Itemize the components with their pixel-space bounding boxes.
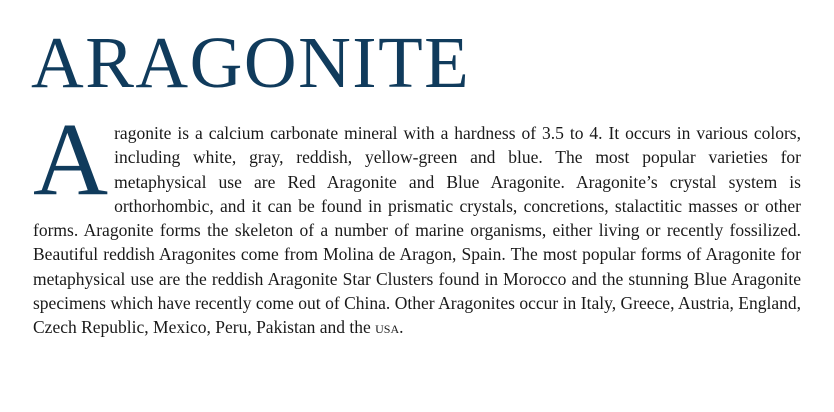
- body-text: ragonite is a calcium carbonate mineral with a hardness of 3.5 to 4. It occurs in various colors, including white, gray, reddish, yellow-green and blue. The most popular varieties for metaphysical use are Red Aragonite and Blue Aragonite. Aragonite’s crystal system is orthorhombic, and it can be found in prismatic crystals, concretions, stalactitic masses or other forms. Aragonite forms the skeleton of a number of marine organisms, either living or recently fossilized. Beautiful reddish Aragonites come from Molina de Aragon, Spain. The most popular forms of Aragonite for metaphysical use are the reddish Aragonite Star Clusters found in Morocco and the stunning Blue Aragonite specimens which have recently come out of China. Other Aragonites occur in Italy, Greece, Austria, England, Czech Republic, Mexico, Peru, Pakistan and the: [33, 123, 801, 338]
- abbreviation-usa: usa: [375, 318, 400, 338]
- page-title: ARAGONITE: [31, 22, 471, 103]
- body-text-end: .: [399, 317, 404, 338]
- body-paragraph: [33, 102, 801, 341]
- drop-cap: A: [33, 102, 109, 217]
